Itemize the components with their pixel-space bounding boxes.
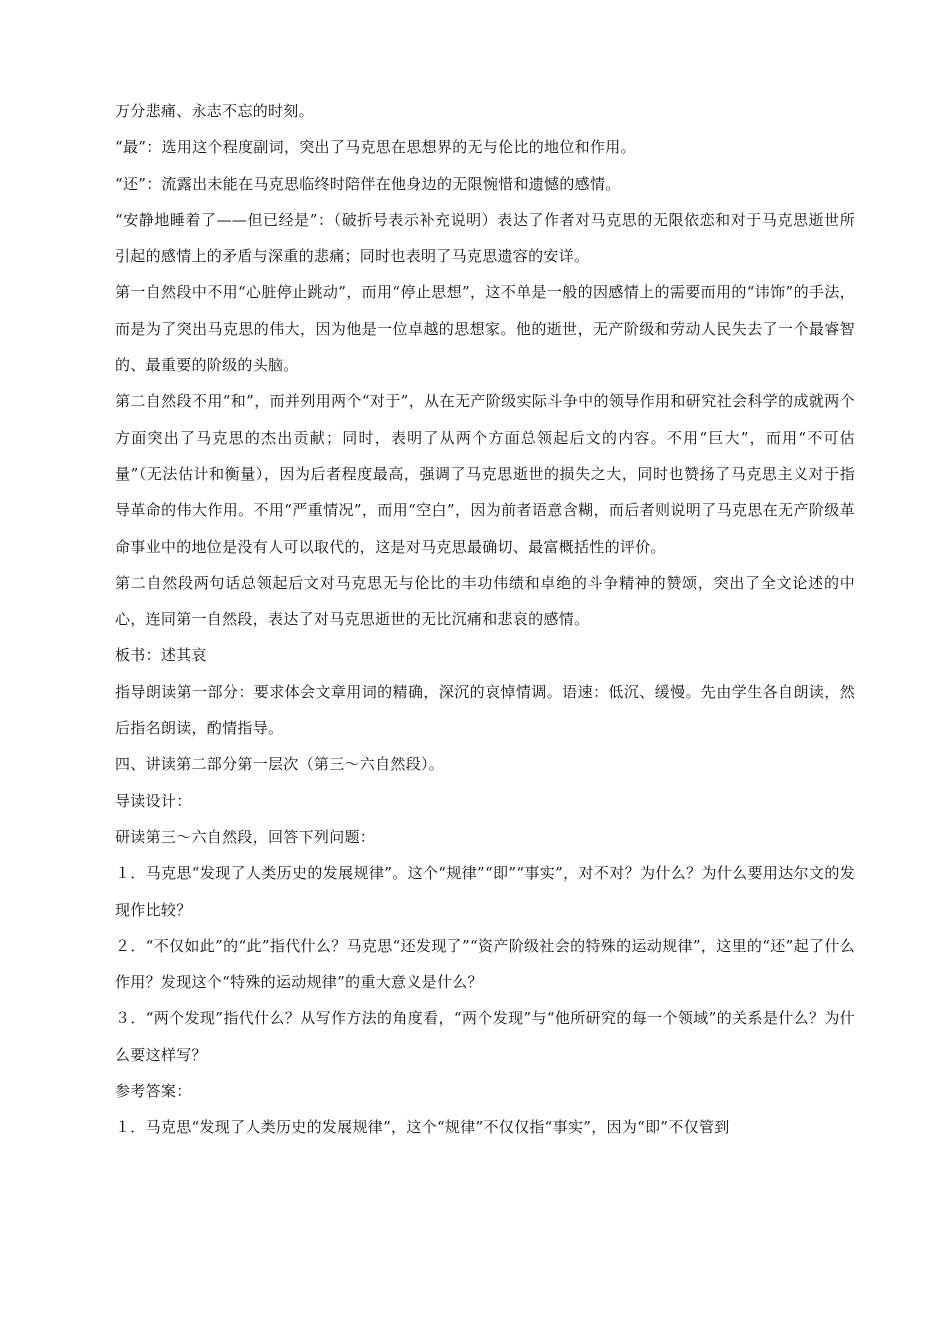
paragraph-reference-answers: 参考答案：: [115, 1082, 192, 1101]
paragraph-zui-analysis: “最”：选用这个程度副词，突出了马克思在思想界的无与伦比的地位和作用。: [115, 138, 636, 157]
document-body: [115, 93, 855, 1146]
paragraph-continuation: 万分悲痛、永志不忘的时刻。: [115, 102, 314, 120]
paragraph-first-section-analysis: 第一自然段中不用“心脏停止跳动”，而用“停止思想”，这不单是一般的因感情上的需要而用的“讳饰”的手法，而是为了突出马克思的伟大，因为他是一位卓越的思想家。他的逝世，无产阶级和劳动人民失去了一个最睿智的、最重要的阶级的头脑。: [115, 283, 855, 375]
paragraph-guide-design: 导读设计：: [115, 791, 192, 810]
paragraph-hai-analysis: “还”：流露出未能在马克思临终时陪伴在他身边的无限惋惜和遗憾的感情。: [115, 174, 621, 193]
paragraph-study-prompt: 研读第三～六自然段，回答下列问题：: [115, 827, 376, 846]
paragraph-second-section-summary: 第二自然段两句话总领起后文对马克思无与伦比的丰功伟绩和卓绝的斗争精神的赞颂，突出了全文论述的中心，连同第一自然段，表达了对马克思逝世的无比沉痛和悲哀的感情。: [115, 573, 855, 629]
paragraph-blackboard: 板书：述其哀: [115, 646, 207, 665]
question-item-1: １．马克思“发现了人类历史的发展规律”。这个“规律”“即”“事实”，对不对？为什么？为什么要用达尔文的发现作比较？: [115, 864, 855, 919]
answer-item-1: １．马克思“发现了人类历史的发展规律”，这个“规律”不仅仅指“事实”，因为“即”不仅管到: [115, 1118, 730, 1137]
question-item-3: ３．“两个发现”指代什么？从写作方法的角度看，“两个发现”与“他所研究的每一个领域”的关系是什么？为什么要这样写？: [115, 1009, 855, 1064]
question-item-2: ２．“不仅如此”的“此”指代什么？马克思“还发现了”“资产阶级社会的特殊的运动规律”，这里的“还”起了什么作用？发现这个“特殊的运动规律”的重大意义是什么？: [115, 936, 855, 992]
paragraph-second-section-analysis: 第二自然段不用“和”，而并列用两个“对于”，从在无产阶级实际斗争中的领导作用和研究社会科学的成就两个方面突出了马克思的杰出贡献；同时，表明了从两个方面总领起后文的内容。不用“巨大”，而用“不可估量”（无法估计和衡量），因为后者程度最高，强调了马克思逝世的损失之大，同时也赞扬了马克思主义对于指导革命的伟大作用。不用“严重情况”，而用“空白”，因为前者语意含糊，而后者则说明了马克思在无产阶级革命事业中的地位是没有人可以取代的，这是对马克思最确切、最富概括性的评价。: [115, 392, 855, 556]
paragraph-reading-guidance: 指导朗读第一部分：要求体会文章用词的精确，深沉的哀悼情调。语速：低沉、缓慢。先由学生各自朗读，然后指名朗读，酌情指导。: [115, 682, 855, 738]
section-heading-four: 四、讲读第二部分第一层次（第三～六自然段）。: [115, 755, 445, 774]
paragraph-dash-analysis: “安静地睡着了——但已经是”：（破折号表示补充说明）表达了作者对马克思的无限依恋和对于马克思逝世所引起的感情上的矛盾与深重的悲痛；同时也表明了马克思遗容的安详。: [115, 210, 855, 266]
